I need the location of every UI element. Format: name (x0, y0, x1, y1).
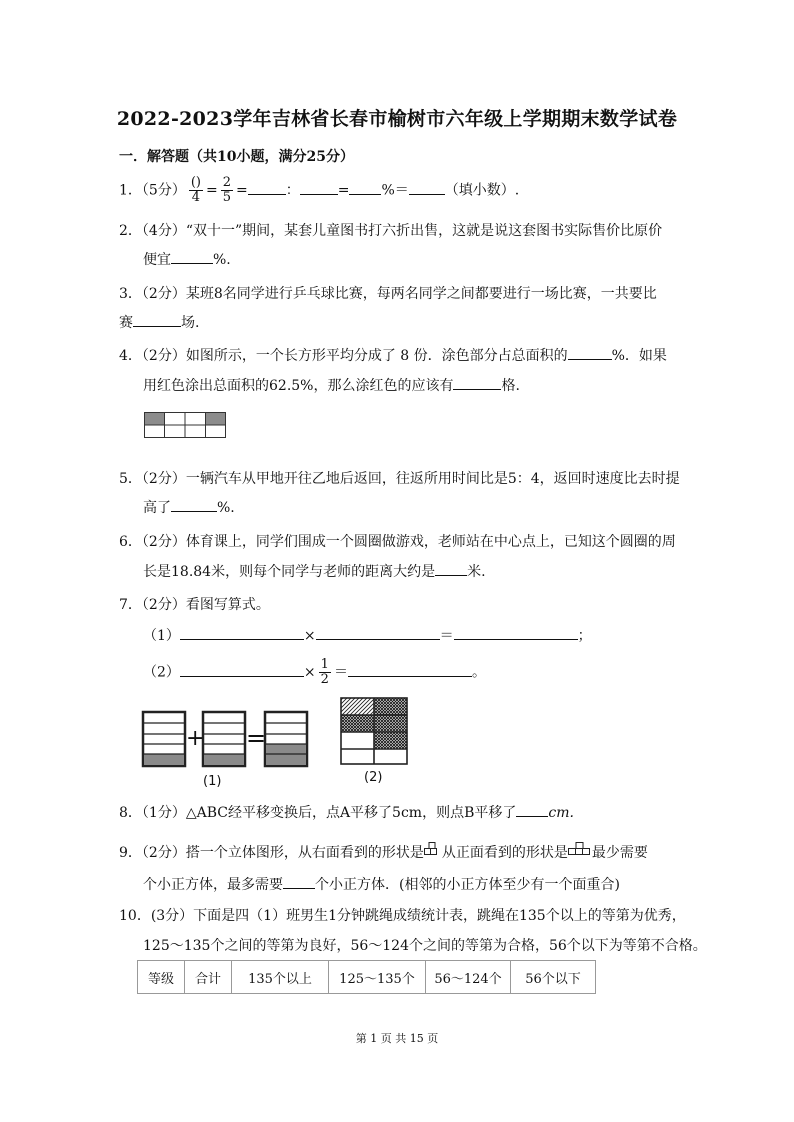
question-5-line-2: 高了 %. (143, 497, 235, 517)
question-7-sub-1: （1） × ＝ ； (143, 625, 592, 645)
answer-blank[interactable] (568, 345, 612, 360)
answer-blank[interactable] (283, 874, 315, 889)
answer-blank[interactable] (454, 625, 578, 640)
table-header-cell: 125～135个 (329, 961, 426, 994)
answer-blank[interactable] (180, 662, 304, 677)
question-3-line-2: 赛 场. (119, 312, 199, 332)
answer-blank[interactable] (248, 180, 286, 195)
question-2-line-2: 便宜 %. (143, 249, 231, 269)
question-7-line-1: 7．（2分）看图写算式。 (119, 597, 270, 613)
double-shaded-part (341, 715, 374, 732)
page-title: 2022-2023学年吉林省长春市榆树市六年级上学期期末数学试卷 (116, 108, 678, 130)
fraction-2-5: $\frac{2}{5}$ (222, 175, 231, 205)
grade-table (137, 960, 596, 994)
question-9-line-2: 个小正方体，最多需要 个小正方体．(相邻的小正方体至少有一个面重合) (143, 874, 620, 894)
question-10-line-1: 10．(3分）下面是四（1）班男生1分钟跳绳成绩统计表，跳绳在135个以上的等第为优秀， (119, 908, 686, 924)
answer-blank[interactable] (180, 625, 304, 640)
fraction-blank-over-4: $\frac{()}{4}$ (190, 175, 201, 205)
figure-1-caption: (1) (203, 774, 222, 789)
figure-2-caption: (2) (364, 770, 383, 785)
question-8: 8．（1分）△ABC经平移变换后，点A平移了5cm，则点B平移了 cm. (119, 802, 574, 822)
question-2-line-1: 2．（4分）“双十一”期间，某套儿童图书打六折出售，这就是说这套图书实际售价比原价 (119, 223, 663, 239)
table-header-cell: 合计 (185, 961, 232, 994)
answer-blank[interactable] (349, 180, 381, 195)
table-header-cell: 等级 (138, 961, 185, 994)
question-9-line-1: 9．（2分）搭一个立体图形，从右面看到的形状是 从正面看到的形状是 最少需要 (119, 842, 648, 862)
answer-blank[interactable] (435, 561, 467, 576)
front-view-shape-icon (568, 842, 592, 858)
answer-blank[interactable] (171, 497, 217, 512)
answer-blank[interactable] (516, 802, 548, 817)
answer-blank[interactable] (133, 312, 181, 327)
shaded-cell (144, 412, 165, 425)
answer-blank[interactable] (409, 180, 445, 195)
table-header-cell: 56个以下 (511, 961, 596, 994)
table-header-cell: 135个以上 (232, 961, 329, 994)
fraction-1-2: $\frac{1}{2}$ (320, 657, 329, 687)
question-1: 1．（5分） $\frac{()}{4}$ = $\frac{2}{5}$ = ： = %＝ （填小数）. (119, 175, 520, 205)
right-view-shape-icon (424, 842, 442, 858)
answer-blank[interactable] (316, 625, 440, 640)
bar-left (143, 712, 185, 766)
question-7-sub-2: （2） × $\frac{1}{2}$ ＝ 。 (143, 657, 486, 687)
question-10-line-2: 125～135个之间的等第为良好，56～124个之间的等第为合格，56个以下为等第不合格。 (143, 938, 707, 954)
question-4-line-1: 4．（2分）如图所示，一个长方形平均分成了 8 份．涂色部分占总面积的 %．如果 (119, 345, 667, 365)
q7-figure-1 (141, 710, 311, 768)
question-3-line-1: 3．（2分）某班8名同学进行乒乓球比赛，每两名同学之间都要进行一场比赛，一共要比 (119, 286, 657, 302)
q7-figure-2 (340, 697, 408, 765)
table-header-cell: 56～124个 (426, 961, 511, 994)
answer-blank[interactable] (453, 375, 501, 390)
answer-blank[interactable] (300, 180, 338, 195)
plus-sign: + (186, 726, 205, 751)
page-footer: 第 1 页 共 15 页 (355, 1032, 439, 1045)
question-5-line-1: 5．（2分）一辆汽车从甲地开往乙地后返回，往返所用时间比是5：4，返回时速度比去时提 (119, 471, 680, 487)
cross-hatched-half (374, 698, 407, 749)
question-6-line-2: 长是18.84米，则每个同学与老师的距离大约是 米. (143, 561, 486, 581)
answer-blank[interactable] (171, 249, 213, 264)
question-6-line-1: 6．（2分）体育课上，同学们围成一个圆圈做游戏，老师站在中心点上，已知这个圆圈的周 (119, 534, 676, 550)
bar-middle (203, 712, 245, 766)
section-heading: 一．解答题（共10小题，满分25分） (119, 149, 354, 165)
table-header-row (138, 961, 596, 994)
question-4-line-2: 用红色涂出总面积的62.5%，那么涂红色的应该有 格. (143, 375, 520, 395)
shaded-cell (206, 412, 227, 425)
answer-blank[interactable] (348, 662, 472, 677)
rectangle-8-parts-figure (144, 412, 226, 438)
bar-right (265, 712, 307, 766)
equals-sign: = (246, 724, 267, 752)
